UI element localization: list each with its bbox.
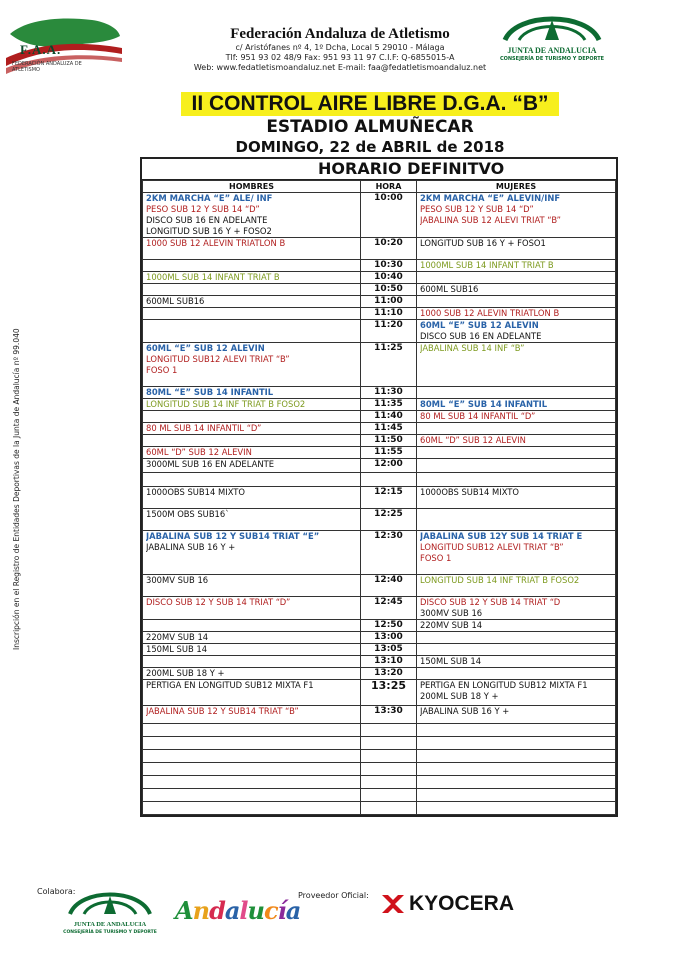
schedule-row: [143, 802, 616, 815]
women-event: 60ML “E” SUB 12 ALEVIN: [420, 320, 539, 330]
organization-web: Web: www.fedatletismoandaluz.net E-mail: faa@fedatletismoandaluz.net: [193, 63, 487, 72]
junta-andalucia-subtitle: CONSEJERÍA DE TURISMO Y DEPORTE: [499, 56, 605, 62]
schedule-row: [143, 706, 616, 724]
men-events: [143, 193, 361, 238]
schedule-row: [143, 423, 616, 435]
women-events: [417, 308, 616, 320]
men-events: [143, 802, 361, 815]
women-event: JABALINA SUB 14 INF “B”: [420, 343, 525, 353]
men-events: [143, 620, 361, 632]
men-event: 60ML “E” SUB 12 ALEVIN: [146, 343, 265, 353]
men-events: [143, 644, 361, 656]
event-hour: 11:00: [361, 296, 417, 308]
men-event: DISCO SUB 12 Y SUB 14 TRIAT “D”: [146, 597, 291, 607]
women-event: 300MV SUB 16: [420, 608, 483, 618]
event-hour: 11:20: [361, 320, 417, 343]
women-events: [417, 435, 616, 447]
women-event: 60ML “D” SUB 12 ALEVIN: [420, 435, 526, 445]
schedule-row: [143, 750, 616, 763]
women-events: [417, 575, 616, 597]
women-events: [417, 272, 616, 284]
women-event: DISCO SUB 12 Y SUB 14 TRIAT “D: [420, 597, 561, 607]
men-events: [143, 668, 361, 680]
women-events: [417, 680, 616, 706]
women-event: JABALINA SUB 12Y SUB 14 TRIAT E: [420, 531, 583, 541]
men-event: DISCO SUB 16 EN ADELANTE: [146, 215, 268, 225]
women-events: [417, 473, 616, 487]
footer-junta-name: JUNTA DE ANDALUCIA: [73, 921, 147, 928]
schedule-row: [143, 284, 616, 296]
men-events: [143, 737, 361, 750]
men-events: [143, 320, 361, 343]
event-venue: ESTADIO ALMUÑECAR: [266, 117, 474, 137]
women-event: 80 ML SUB 14 INFANTIL “D”: [420, 411, 536, 421]
women-event: 150ML SUB 14: [420, 656, 482, 666]
event-hour: [361, 737, 417, 750]
event-hour: 12:15: [361, 487, 417, 509]
men-event: 220MV SUB 14: [146, 632, 209, 642]
event-hour: 10:50: [361, 284, 417, 296]
women-event: 80ML “E” SUB 14 INFANTIL: [420, 399, 548, 409]
event-hour: 13:00: [361, 632, 417, 644]
schedule-row: [143, 308, 616, 320]
schedule-row: [143, 575, 616, 597]
women-events: [417, 656, 616, 668]
event-date: DOMINGO, 22 de ABRIL de 2018: [235, 138, 505, 156]
column-header-men: HOMBRES: [143, 181, 361, 193]
event-hour: 12:50: [361, 620, 417, 632]
men-events: [143, 531, 361, 575]
men-events: [143, 597, 361, 620]
men-event: 200ML SUB 18 Y +: [146, 668, 225, 678]
event-title-block: [140, 92, 600, 157]
men-event: 60ML “D” SUB 12 ALEVIN: [146, 447, 252, 457]
men-event: 300MV SUB 16: [146, 575, 209, 585]
men-events: [143, 706, 361, 724]
men-event: 600ML SUB16: [146, 296, 205, 306]
women-events: [417, 387, 616, 399]
event-hour: [361, 802, 417, 815]
men-event: 80 ML SUB 14 INFANTIL “D”: [146, 423, 262, 433]
men-events: [143, 411, 361, 423]
men-event: JABALINA SUB 12 Y SUB14 TRIAT “B”: [146, 706, 299, 716]
women-events: [417, 531, 616, 575]
schedule-row: [143, 459, 616, 473]
schedule-row: [143, 789, 616, 802]
event-hour: 11:25: [361, 343, 417, 387]
schedule-table: [140, 157, 618, 817]
event-hour: 12:45: [361, 597, 417, 620]
event-hour: 11:30: [361, 387, 417, 399]
event-hour: [361, 789, 417, 802]
schedule-row: [143, 487, 616, 509]
women-events: [417, 399, 616, 411]
men-events: [143, 763, 361, 776]
event-hour: 13:30: [361, 706, 417, 724]
schedule-row: [143, 296, 616, 308]
event-hour: 12:25: [361, 509, 417, 531]
women-event: 2KM MARCHA “E” ALEVIN/INF: [420, 193, 561, 203]
men-events: [143, 435, 361, 447]
column-header-women: MUJERES: [417, 181, 616, 193]
schedule-row: [143, 656, 616, 668]
women-event: 1000OBS SUB14 MIXTO: [420, 487, 519, 497]
event-hour: 10:00: [361, 193, 417, 238]
women-events: [417, 632, 616, 644]
men-events: [143, 238, 361, 260]
men-events: [143, 656, 361, 668]
men-events: [143, 575, 361, 597]
event-title: II CONTROL AIRE LIBRE D.G.A. “B”: [181, 92, 558, 116]
schedule-row: [143, 387, 616, 399]
women-event: 1000 SUB 12 ALEVIN TRIATLON B: [420, 308, 560, 318]
schedule-row: [143, 509, 616, 531]
women-event: DISCO SUB 16 EN ADELANTE: [420, 331, 542, 341]
men-event: 3000ML SUB 16 EN ADELANTE: [146, 459, 274, 469]
event-hour: 11:50: [361, 435, 417, 447]
women-event: PESO SUB 12 Y SUB 14 “D”: [420, 204, 534, 214]
women-event: JABALINA SUB 16 Y +: [420, 706, 510, 716]
men-events: [143, 284, 361, 296]
schedule-row: [143, 272, 616, 284]
schedule-row: [143, 724, 616, 737]
event-hour: 12:30: [361, 531, 417, 575]
women-events: [417, 750, 616, 763]
men-event: 1000 SUB 12 ALEVIN TRIATLON B: [146, 238, 286, 248]
men-events: [143, 680, 361, 706]
event-hour: 13:10: [361, 656, 417, 668]
women-events: [417, 238, 616, 260]
men-events: [143, 423, 361, 435]
event-hour: [361, 763, 417, 776]
schedule-row: [143, 320, 616, 343]
women-events: [417, 597, 616, 620]
organization-phones: Tlf: 951 93 02 48/9 Fax: 951 93 11 97 C.I.F: Q-6855015-A: [225, 53, 455, 62]
schedule-row: [143, 737, 616, 750]
schedule-row: [143, 763, 616, 776]
women-events: [417, 724, 616, 737]
schedule-header: [142, 159, 616, 180]
event-hour: 11:40: [361, 411, 417, 423]
event-hour: [361, 724, 417, 737]
schedule-row: [143, 447, 616, 459]
footer-provider-label: Proveedor Oficial:: [298, 891, 369, 900]
schedule-row: [143, 473, 616, 487]
women-events: [417, 487, 616, 509]
event-hour: 11:55: [361, 447, 417, 459]
women-events: [417, 447, 616, 459]
event-hour: 11:10: [361, 308, 417, 320]
men-event: LONGITUD SUB12 ALEVI TRIAT “B”: [146, 354, 290, 364]
men-event: LONGITUD SUB 16 Y + FOSO2: [146, 226, 272, 236]
schedule-row: [143, 193, 616, 238]
women-events: [417, 193, 616, 238]
men-event: 150ML SUB 14: [146, 644, 208, 654]
event-hour: 11:35: [361, 399, 417, 411]
men-events: [143, 459, 361, 473]
men-events: [143, 260, 361, 272]
men-events: [143, 343, 361, 387]
faa-logo: [6, 14, 124, 76]
women-event: 220MV SUB 14: [420, 620, 483, 630]
column-header-hour: HORA: [361, 181, 417, 193]
women-events: [417, 668, 616, 680]
event-hour: 11:45: [361, 423, 417, 435]
junta-andalucia-name: JUNTA DE ANDALUCIA: [507, 46, 597, 55]
women-events: [417, 802, 616, 815]
men-events: [143, 789, 361, 802]
men-event: 1000OBS SUB14 MIXTO: [146, 487, 245, 497]
men-events: [143, 272, 361, 284]
women-events: [417, 411, 616, 423]
men-events: [143, 473, 361, 487]
event-hour: 12:00: [361, 459, 417, 473]
event-hour: [361, 776, 417, 789]
schedule-row: [143, 680, 616, 706]
men-events: [143, 308, 361, 320]
women-events: [417, 737, 616, 750]
men-events: [143, 632, 361, 644]
men-event: 2KM MARCHA “E” ALE/ INF: [146, 193, 273, 203]
schedule-row: [143, 776, 616, 789]
women-event: 1000ML SUB 14 INFANT TRIAT B: [420, 260, 554, 270]
men-events: [143, 724, 361, 737]
men-event: 1500M OBS SUB16`: [146, 509, 230, 519]
men-events: [143, 487, 361, 509]
women-events: [417, 706, 616, 724]
schedule-grid: [142, 180, 616, 815]
schedule-row: [143, 531, 616, 575]
women-event: FOSO 1: [420, 553, 452, 563]
women-events: [417, 260, 616, 272]
schedule-row: [143, 238, 616, 260]
schedule-row: [143, 668, 616, 680]
men-events: [143, 399, 361, 411]
men-events: [143, 750, 361, 763]
faa-logo-subtitle: FEDERACIÓN ANDALUZA DE ATLETISMO: [12, 61, 82, 73]
men-events: [143, 447, 361, 459]
men-event: PESO SUB 12 Y SUB 14 “D”: [146, 204, 260, 214]
men-events: [143, 509, 361, 531]
men-events: [143, 387, 361, 399]
women-events: [417, 776, 616, 789]
women-events: [417, 620, 616, 632]
women-events: [417, 644, 616, 656]
men-event: FOSO 1: [146, 365, 178, 375]
women-events: [417, 509, 616, 531]
event-hour: [361, 473, 417, 487]
women-events: [417, 423, 616, 435]
organization-address: c/ Aristófanes nº 4, 1º Dcha, Local 5 29010 - Málaga: [235, 43, 445, 52]
schedule-row: [143, 260, 616, 272]
event-hour: 10:40: [361, 272, 417, 284]
women-events: [417, 789, 616, 802]
women-events: [417, 296, 616, 308]
kyocera-wordmark: KYOCERA: [409, 892, 515, 915]
schedule-row: [143, 399, 616, 411]
women-events: [417, 459, 616, 473]
schedule-row: [143, 435, 616, 447]
faa-logo-text: F.A.A.: [20, 42, 62, 57]
event-hour: 13:05: [361, 644, 417, 656]
schedule-columns: [143, 181, 616, 193]
women-event: JABALINA SUB 12 ALEVI TRIAT “B”: [420, 215, 562, 225]
women-event: LONGITUD SUB 14 INF TRIAT B FOSO2: [420, 575, 580, 585]
schedule-body: [143, 193, 616, 815]
schedule-row: [143, 343, 616, 387]
women-events: [417, 763, 616, 776]
women-events: [417, 343, 616, 387]
schedule-title: HORARIO DEFINITVO: [318, 159, 505, 178]
schedule-row: [143, 411, 616, 423]
women-event: PERTIGA EN LONGITUD SUB12 MIXTA F1: [420, 680, 588, 690]
men-event: 1000ML SUB 14 INFANT TRIAT B: [146, 272, 280, 282]
women-event: LONGITUD SUB12 ALEVI TRIAT “B”: [420, 542, 564, 552]
event-hour: [361, 750, 417, 763]
footer-junta-subtitle: CONSEJERÍA DE TURISMO Y DEPORTE: [63, 930, 157, 935]
event-hour: 13:20: [361, 668, 417, 680]
event-hour: 13:25: [361, 680, 417, 706]
women-event: 600ML SUB16: [420, 284, 479, 294]
schedule-row: [143, 597, 616, 620]
event-hour: 10:30: [361, 260, 417, 272]
kyocera-logo: [380, 892, 514, 916]
registry-note: Inscripción en el Registro de Entidades Deportivas de la Junta de Andalucía nº 99.040: [12, 328, 21, 650]
andalucia-brand-logo: Andalucía: [175, 896, 301, 925]
event-hour: 10:20: [361, 238, 417, 260]
women-event: LONGITUD SUB 16 Y + FOSO1: [420, 238, 546, 248]
schedule-row: [143, 632, 616, 644]
men-event: JABALINA SUB 12 Y SUB14 TRIAT “E”: [146, 531, 320, 541]
men-events: [143, 776, 361, 789]
event-hour: 12:40: [361, 575, 417, 597]
women-event: 200ML SUB 18 Y +: [420, 691, 499, 701]
women-events: [417, 320, 616, 343]
footer-collaborator-label: Colabora:: [37, 887, 76, 896]
women-events: [417, 284, 616, 296]
men-events: [143, 296, 361, 308]
men-event: PERTIGA EN LONGITUD SUB12 MIXTA F1: [146, 680, 314, 690]
men-event: JABALINA SUB 16 Y +: [146, 542, 236, 552]
schedule-row: [143, 620, 616, 632]
men-event: 80ML “E” SUB 14 INFANTIL: [146, 387, 274, 397]
organization-name: Federación Andaluza de Atletismo: [230, 26, 450, 42]
schedule-row: [143, 644, 616, 656]
kyocera-mark-icon: [380, 893, 406, 915]
men-event: LONGITUD SUB 14 INF TRIAT B FOSO2: [146, 399, 306, 409]
organization-block: [180, 26, 500, 73]
